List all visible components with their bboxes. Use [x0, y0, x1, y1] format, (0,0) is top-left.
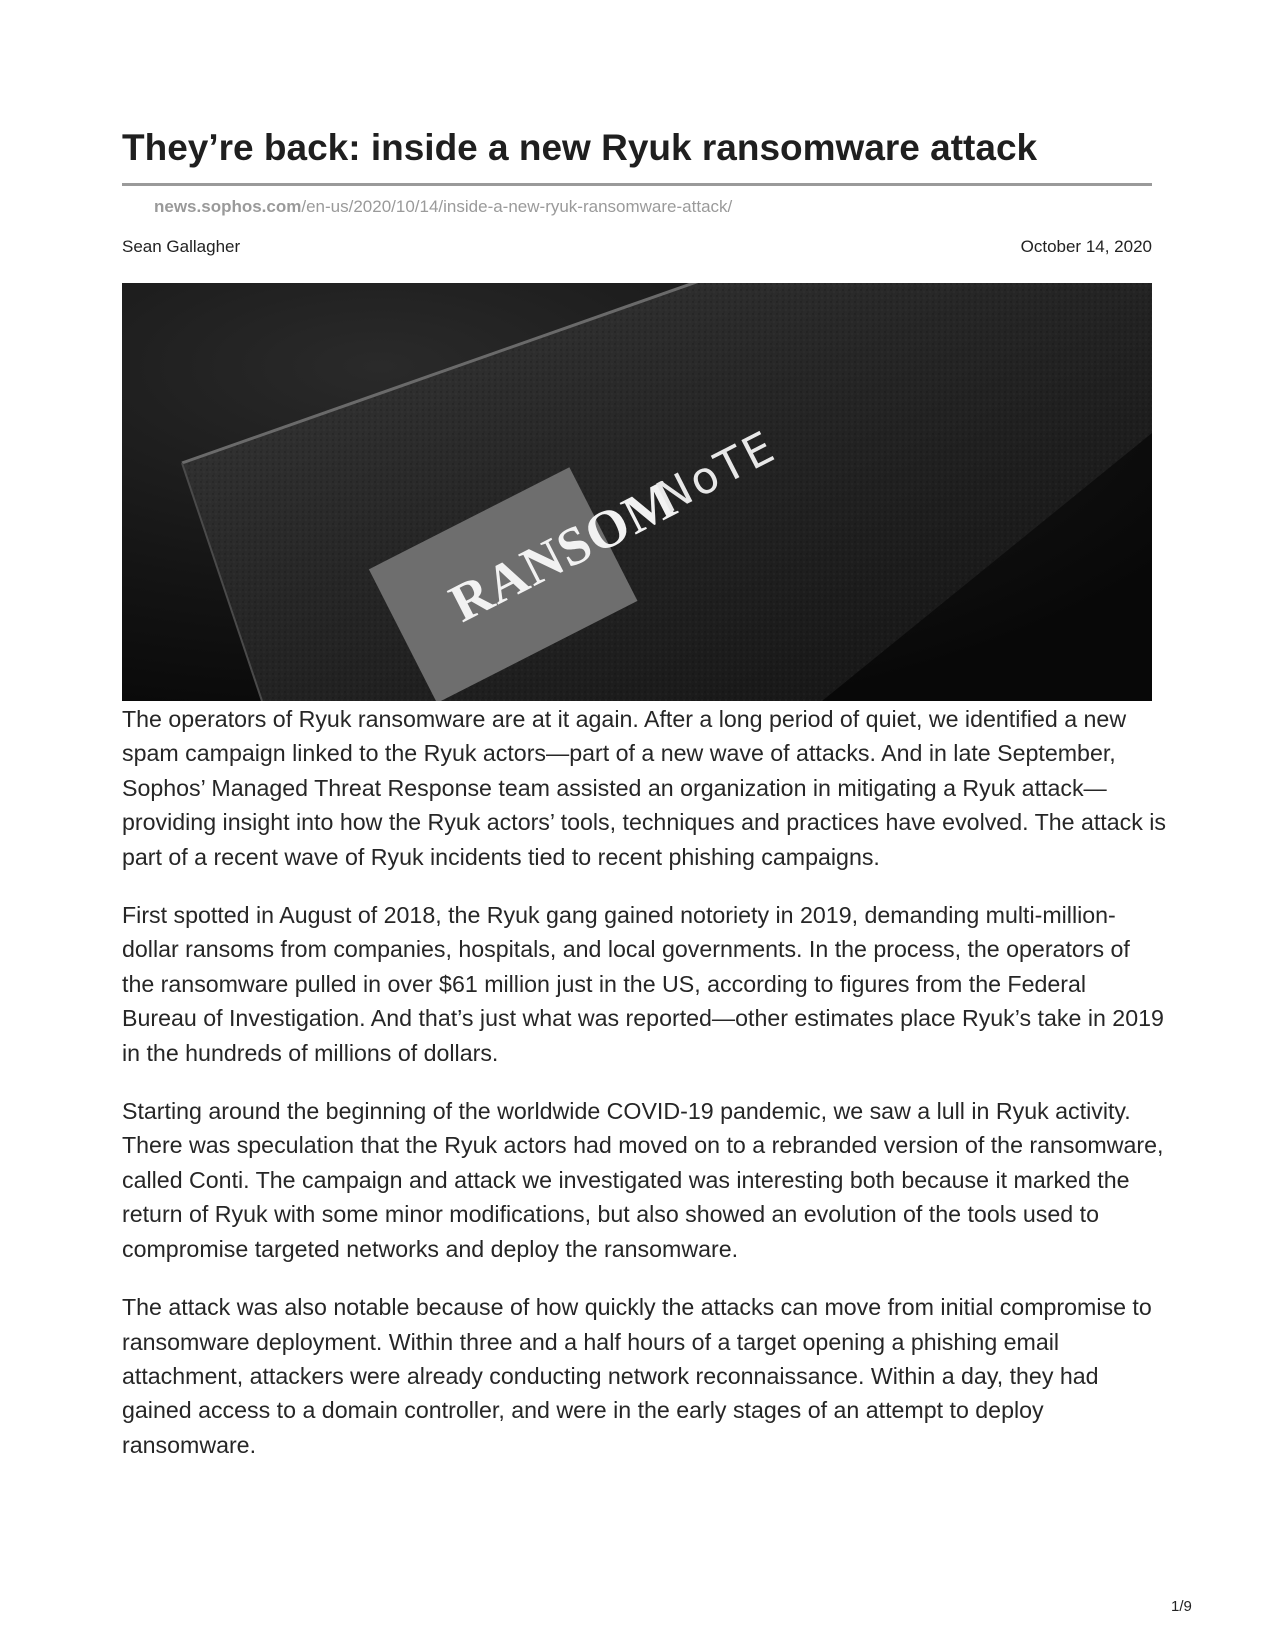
article-body — [122, 702, 1167, 1486]
source-url-link[interactable] — [154, 196, 732, 218]
paragraph: Starting around the beginning of the worldwide COVID-19 pandemic, we saw a lull in Ryuk activity. There was speculation that the Ryuk actors had moved on to a rebranded version of the ransomware, called Conti. The campaign and attack we investigated was interesting both because it marked the return of Ryuk with some minor modifications, but also showed an evolution of the tools used to compromise targeted networks and deploy the ransomware. — [122, 1098, 1164, 1262]
article-meta — [122, 236, 1152, 258]
author-name: Sean Gallagher — [122, 237, 241, 256]
svg-text:NoTE: NoTE — [648, 421, 785, 524]
paragraph: The operators of Ryuk ransomware are at it again. After a long period of quiet, we identified a new spam campaign linked to the Ryuk actors—part of a new wave of attacks. And in late September, Sophos’ Managed Threat Response team assisted an organization in mitigating a Ryuk attack—providing insight into how the Ryuk actors’ tools, techniques and practices have evolved. The attack is part of a recent wave of Ryuk incidents tied to recent phishing campaigns. — [122, 706, 1167, 870]
source-domain: news.sophos.com — [154, 197, 302, 216]
publish-date: October 14, 2020 — [1020, 237, 1152, 256]
page-number: 1/9 — [1171, 1598, 1192, 1615]
svg-text:RANSOM: RANSOM — [440, 468, 687, 634]
hero-image — [122, 283, 1152, 701]
article-title: They’re back: inside a new Ryuk ransomware attack — [122, 127, 1038, 168]
title-divider — [122, 183, 1152, 186]
paragraph: First spotted in August of 2018, the Ryuk gang gained notoriety in 2019, demanding multi-million-dollar ransoms from companies, hospitals, and local governments. In the process, the operators of the ransomware pulled in over $61 million just in the US, according to figures from the Federal Bureau of Investigation. And that’s just what was reported—other estimates place Ryuk’s take in 2019 in the hundreds of millions of dollars. — [122, 902, 1164, 1066]
paragraph: The attack was also notable because of how quickly the attacks can move from initial compromise to ransomware deployment. Within three and a half hours of a target opening a phishing email attachment, attackers were already conducting network reconnaissance. Within a day, they had gained access to a domain controller, and were in the early stages of an attempt to deploy ransomware. — [122, 1294, 1152, 1458]
source-path: /en-us/2020/10/14/inside-a-new-ryuk-ransomware-attack/ — [301, 197, 733, 216]
